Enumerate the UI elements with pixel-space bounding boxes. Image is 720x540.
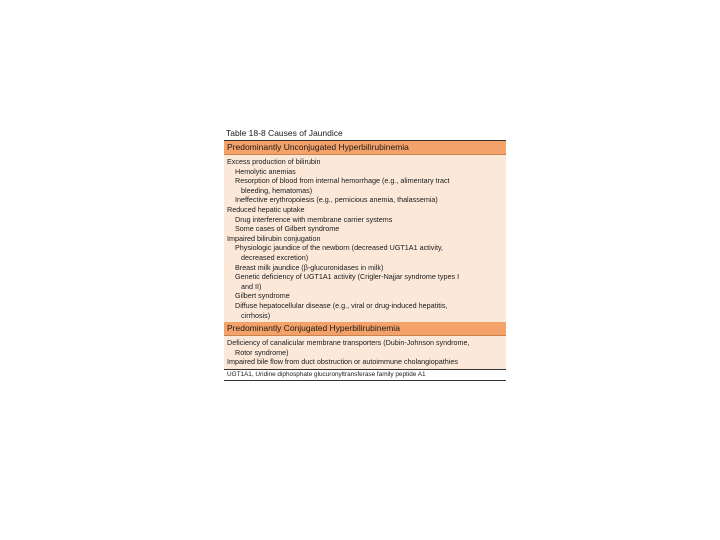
table-row: Some cases of Gilbert syndrome xyxy=(235,224,340,234)
table-row: Excess production of bilirubin xyxy=(227,157,321,166)
table-row: Reduced hepatic uptake xyxy=(227,204,305,214)
table-title: Table 18-8 Causes of Jaundice xyxy=(226,128,343,138)
table-row: Genetic deficiency of UGT1A1 activity (Crigler-Najjar syndrome types I xyxy=(235,272,460,282)
table-row: and II) xyxy=(241,281,262,291)
section-header-conjugated: Predominantly Conjugated Hyperbilirubinemia xyxy=(224,322,506,336)
table-row: Deficiency of canalicular membrane transporters (Dubin-Johnson syndrome, xyxy=(227,338,470,348)
table-row: Diffuse hepatocellular disease (e.g., viral or drug-induced hepatitis, xyxy=(235,300,448,310)
table-row: decreased excretion) xyxy=(241,252,309,262)
table-row: Resorption of blood from internal hemorrhage (e.g., alimentary tract xyxy=(235,176,450,186)
table-row: Physiologic jaundice of the newborn (decreased UGT1A1 activity, xyxy=(235,243,444,253)
table-row: bleeding, hematomas) xyxy=(241,185,313,195)
table-row: Breast milk jaundice (β-glucuronidases in milk) xyxy=(235,262,384,272)
table-row: Gilbert syndrome xyxy=(235,291,290,301)
table-row: Ineffective erythropoiesis (e.g., pernicious anemia, thalassemia) xyxy=(235,195,438,205)
jaundice-table xyxy=(224,126,506,381)
table-row: Drug interference with membrane carrier systems xyxy=(235,214,393,224)
section-header-unconjugated: Predominantly Unconjugated Hyperbilirubinemia xyxy=(224,141,506,155)
table-row: Hemolytic anemias xyxy=(235,166,296,176)
section-body-unconjugated xyxy=(224,155,506,322)
table-row: Impaired bilirubin conjugation xyxy=(227,233,321,243)
table-row: cirrhosis) xyxy=(241,310,271,320)
table-row: Rotor syndrome) xyxy=(235,347,289,357)
table-row: Impaired bile flow from duct obstruction or autoimmune cholangiopathies xyxy=(227,357,458,367)
table-footnote: UGT1A1, Uridine diphosphate glucuronyltransferase family peptide A1 xyxy=(224,369,506,381)
section-body-conjugated xyxy=(224,336,506,369)
